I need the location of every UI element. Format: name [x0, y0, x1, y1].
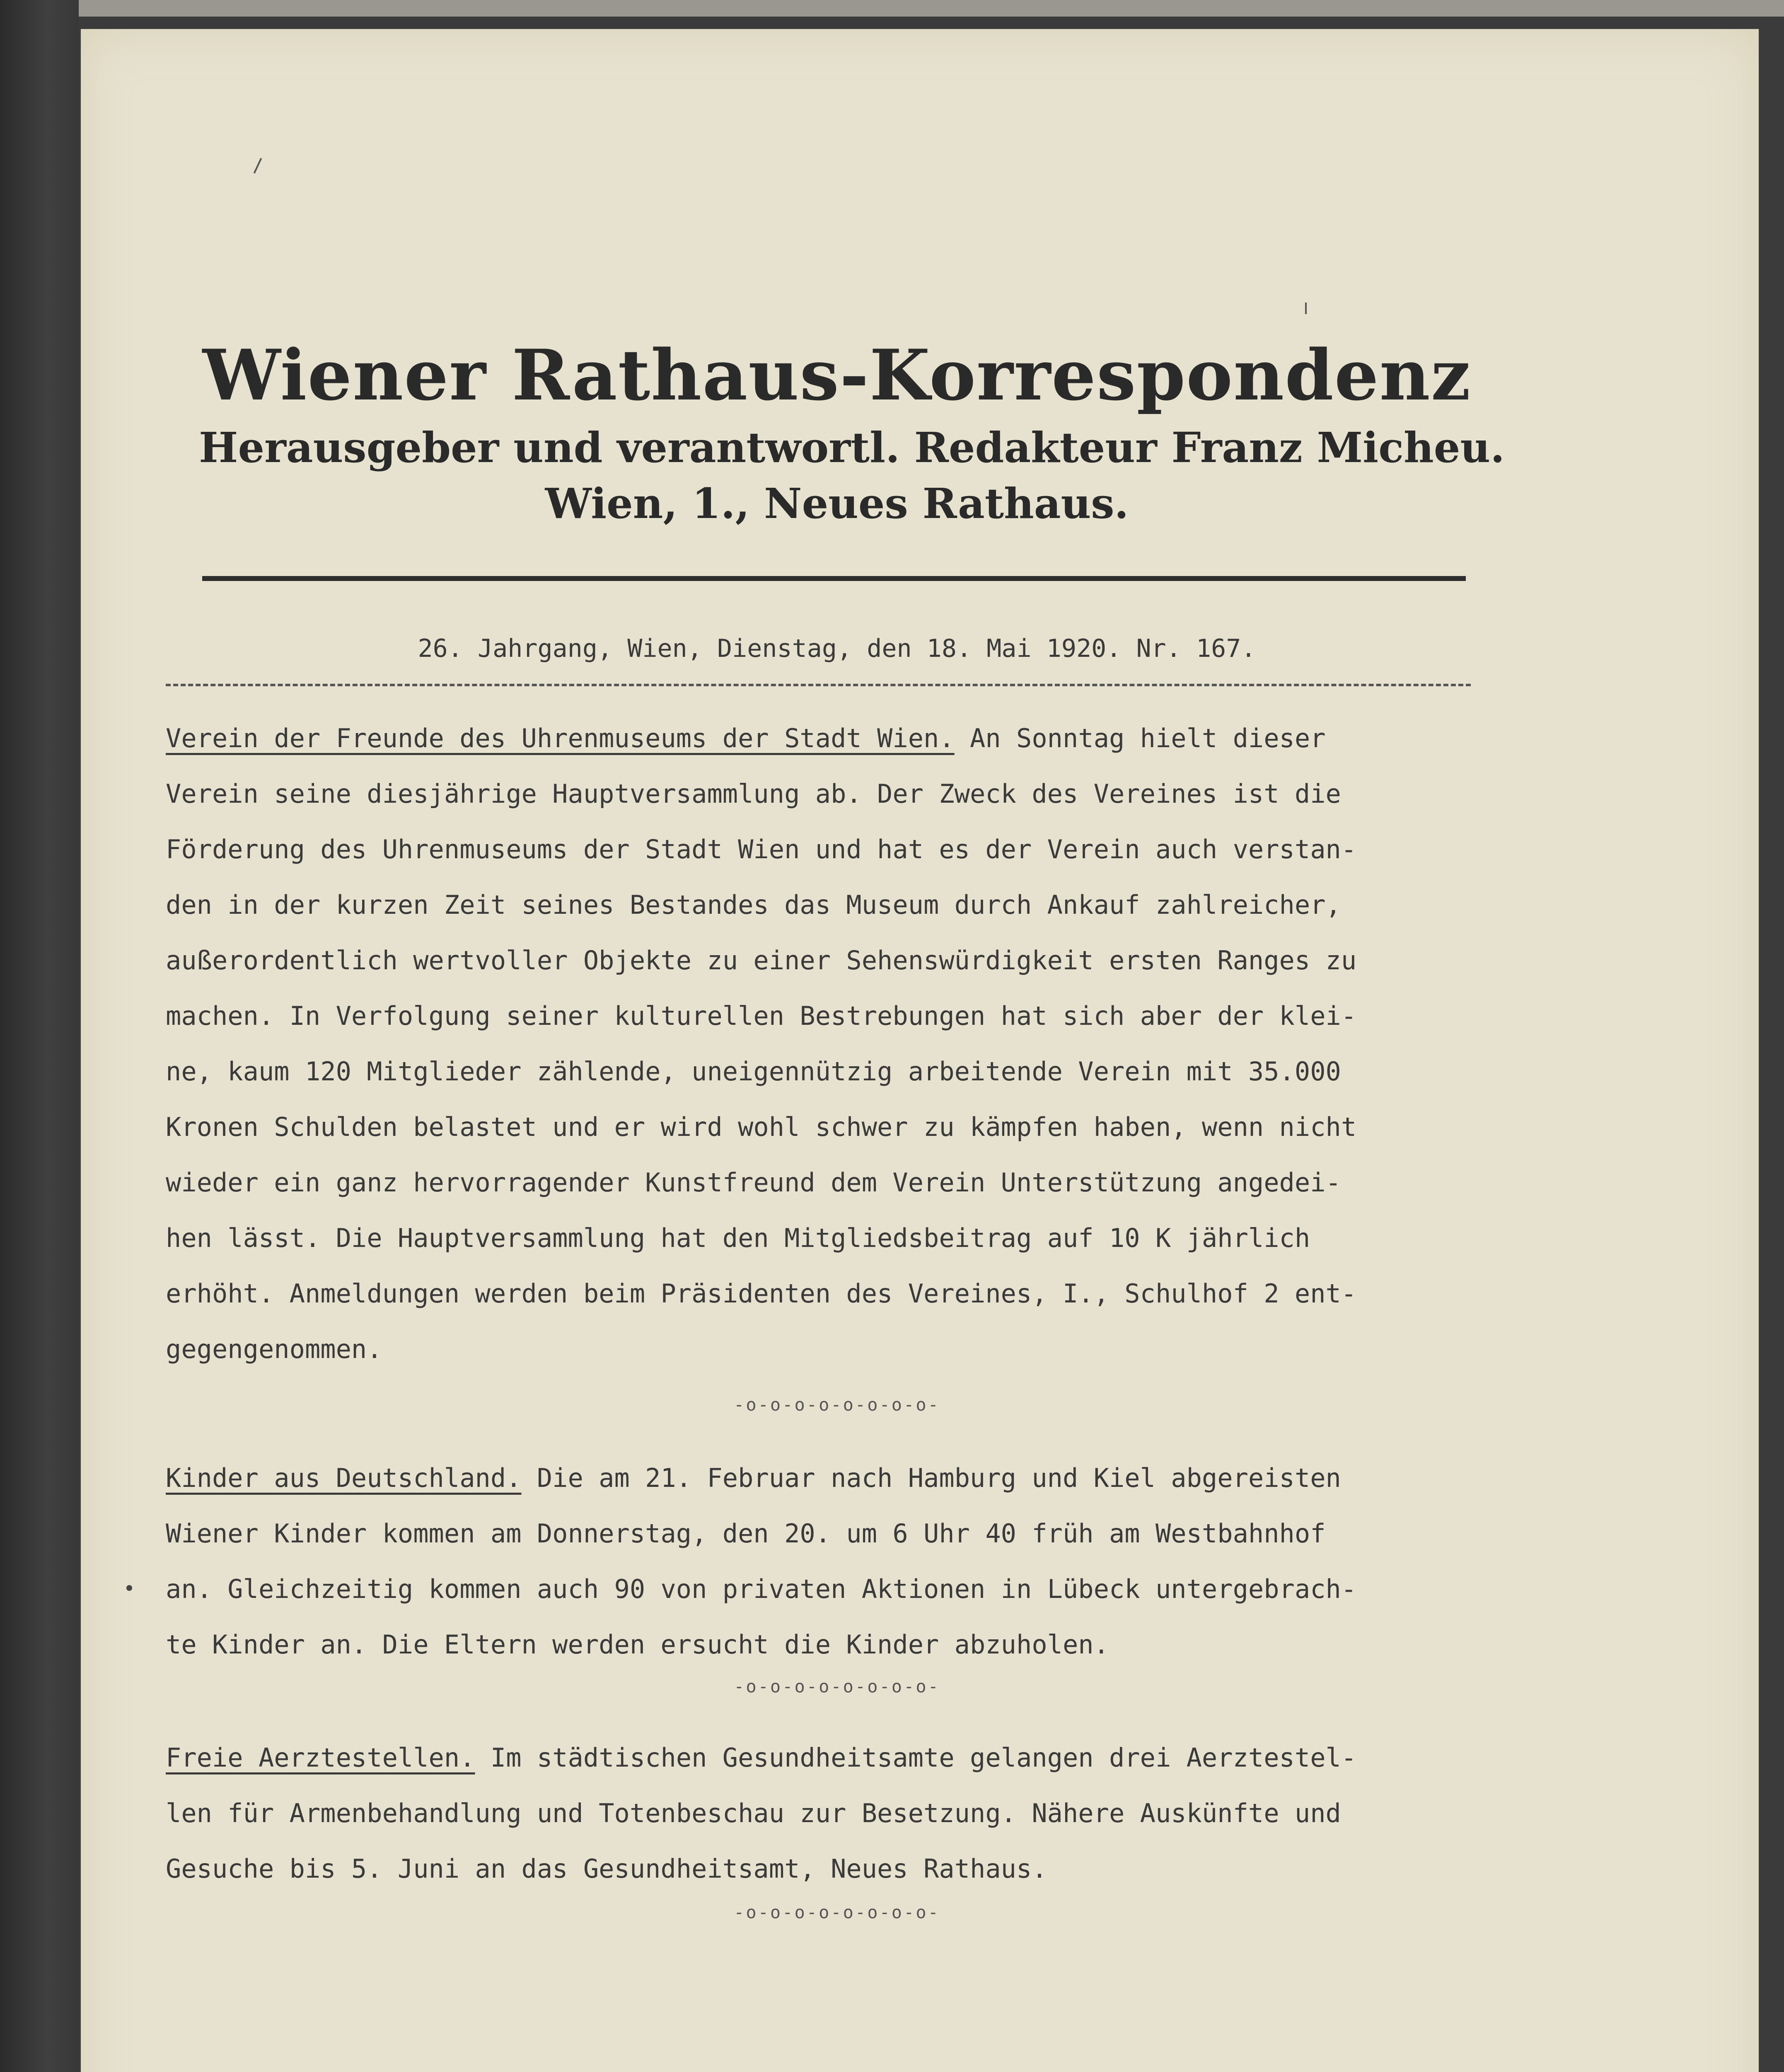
article-headline: Freie Aerztestellen.: [166, 1743, 475, 1773]
section-separator: -o-o-o-o-o-o-o-o-: [734, 1394, 940, 1415]
masthead-rule: [202, 576, 1466, 581]
article-line: hen lässt. Die Hauptversammlung hat den Mitgliedsbeitrag auf 10 K jährlich: [166, 1223, 1310, 1253]
article-line: len für Armenbehandlung und Totenbeschau zur Besetzung. Nähere Auskünfte und: [166, 1798, 1341, 1828]
article-line: gegengenommen.: [166, 1334, 382, 1364]
article-headline: Kinder aus Deutschland.: [166, 1463, 522, 1493]
article-line: te Kinder an. Die Eltern werden ersucht die Kinder abzuholen.: [166, 1629, 1109, 1660]
article-line: Kronen Schulden belastet und er wird wohl schwer zu kämpfen haben, wenn nicht: [166, 1112, 1357, 1142]
article-first-line: [166, 1730, 1492, 1786]
article-line: Gesuche bis 5. Juni an das Gesundheitsamt, Neues Rathaus.: [166, 1854, 1047, 1884]
article-first-line: [166, 711, 1492, 766]
paper-speck: [1305, 303, 1307, 314]
article-kinder: [166, 1450, 1492, 1673]
article-uhrenmuseum: [166, 711, 1492, 1377]
issue-line: 26. Jahrgang, Wien, Dienstag, den 18. Mai 1920. Nr. 167.: [418, 634, 1256, 663]
article-text: Die am 21. Februar nach Hamburg und Kiel abgereisten: [521, 1463, 1341, 1493]
article-line: den in der kurzen Zeit seines Bestandes das Museum durch Ankauf zahlreicher,: [166, 890, 1341, 920]
section-separator: -o-o-o-o-o-o-o-o-: [734, 1676, 940, 1697]
article-line: ne, kaum 120 Mitglieder zählende, uneigennützig arbeitende Verein mit 35.000: [166, 1056, 1341, 1087]
article-line: an. Gleichzeitig kommen auch 90 von privaten Aktionen in Lübeck untergebrach-: [166, 1574, 1357, 1604]
masthead-subtitle: Herausgeber und verantwortl. Redakteur Franz Micheu.: [199, 423, 1505, 472]
article-line: Verein seine diesjährige Hauptversammlung ab. Der Zweck des Vereines ist die: [166, 779, 1341, 809]
article-aerztestellen: [166, 1730, 1492, 1897]
dashed-divider: [166, 684, 1471, 686]
article-line: außerordentlich wertvoller Objekte zu einer Sehenswürdigkeit ersten Ranges zu: [166, 945, 1357, 975]
article-text: An Sonntag hielt dieser: [954, 723, 1326, 753]
article-line: Förderung des Uhrenmuseums der Stadt Wien und hat es der Verein auch verstan-: [166, 834, 1357, 864]
article-line: wieder ein ganz hervorragender Kunstfreund dem Verein Unterstützung angedei-: [166, 1167, 1341, 1198]
paper-speck: [126, 1585, 132, 1591]
article-line: erhöht. Anmeldungen werden beim Präsidenten des Vereines, I., Schulhof 2 ent-: [166, 1278, 1357, 1309]
article-first-line: [166, 1450, 1492, 1506]
article-line: Wiener Kinder kommen am Donnerstag, den 20. um 6 Uhr 40 früh am Westbahnhof: [166, 1518, 1326, 1549]
page-edge: [79, 0, 1784, 17]
article-line: machen. In Verfolgung seiner kulturellen Bestrebungen hat sich aber der klei-: [166, 1001, 1357, 1031]
article-text: Im städtischen Gesundheitsamte gelangen drei Aerztestel-: [475, 1743, 1357, 1773]
masthead-title: Wiener Rathaus-Korrespondenz: [202, 334, 1472, 416]
article-headline: Verein der Freunde des Uhrenmuseums der Stadt Wien.: [166, 723, 955, 753]
scanner-backdrop: [0, 0, 79, 2072]
masthead-address: Wien, 1., Neues Rathaus.: [545, 479, 1129, 528]
masthead: [199, 332, 1505, 530]
section-separator: -o-o-o-o-o-o-o-o-: [734, 1902, 940, 1922]
